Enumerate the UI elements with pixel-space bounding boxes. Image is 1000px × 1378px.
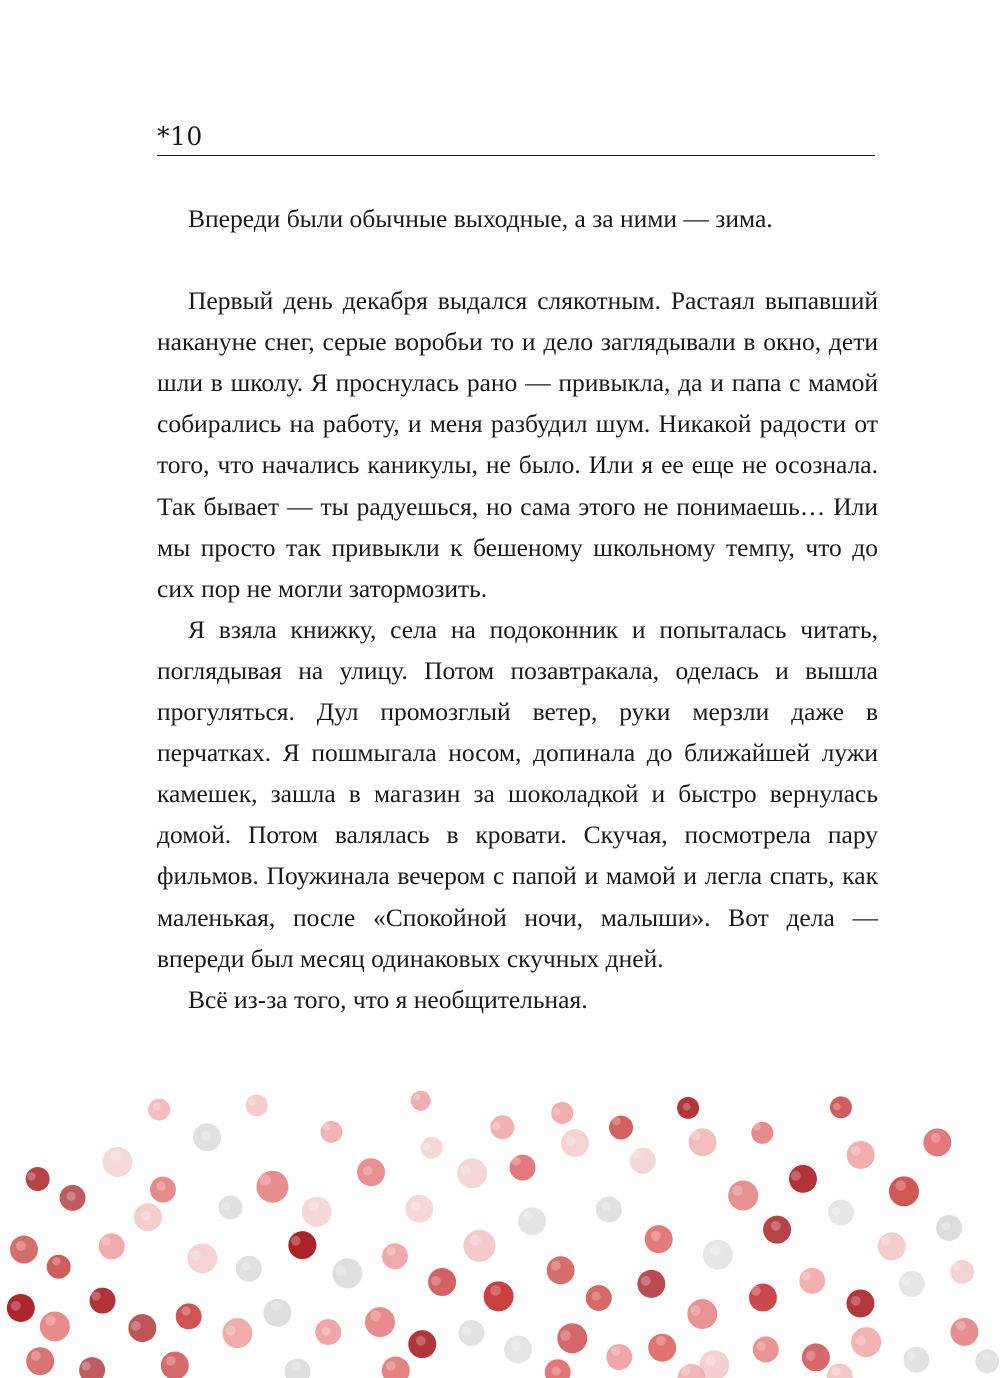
confetti-highlight: [92, 1292, 101, 1301]
confetti-highlight: [201, 1131, 211, 1141]
confetti-highlight: [982, 1352, 990, 1360]
confetti-highlight: [131, 1321, 141, 1331]
confetti-dot: [903, 1347, 929, 1373]
confetti-highlight: [895, 1180, 906, 1191]
confetti-dot: [40, 1311, 70, 1341]
confetti-highlight: [470, 1235, 481, 1246]
confetti-highlight: [11, 1301, 21, 1311]
confetti-dot: [382, 1357, 410, 1378]
confetti-highlight: [16, 1241, 26, 1251]
confetti-dot: [547, 1256, 575, 1284]
confetti-highlight: [791, 1171, 801, 1181]
confetti-highlight: [771, 1221, 781, 1231]
confetti-highlight: [551, 1261, 561, 1271]
header-rule: [157, 155, 875, 156]
confetti-dot: [846, 1289, 874, 1317]
confetti-highlight: [182, 1307, 191, 1316]
confetti-dot: [847, 1141, 875, 1169]
confetti-highlight: [52, 1257, 60, 1265]
confetti-highlight: [683, 1103, 691, 1111]
confetti-dot: [411, 1091, 431, 1111]
confetti-highlight: [931, 1133, 941, 1143]
confetti-highlight: [566, 1136, 576, 1146]
confetti-highlight: [612, 1117, 620, 1125]
confetti-dot: [302, 1197, 332, 1227]
confetti-highlight: [592, 1292, 601, 1301]
confetti-highlight: [291, 1236, 301, 1246]
confetti-highlight: [902, 1277, 911, 1286]
confetti-highlight: [414, 1094, 421, 1101]
confetti-highlight: [602, 1202, 611, 1211]
confetti-dot: [26, 1347, 54, 1375]
confetti-highlight: [248, 1098, 256, 1106]
confetti-highlight: [907, 1352, 916, 1361]
confetti-dot: [99, 1233, 125, 1259]
confetti-highlight: [732, 1185, 743, 1196]
confetti-highlight: [651, 1231, 661, 1241]
confetti-highlight: [691, 1131, 701, 1141]
confetti-highlight: [386, 1361, 396, 1371]
confetti-highlight: [851, 1146, 861, 1156]
confetti-dot: [609, 1116, 633, 1140]
confetti-highlight: [757, 1342, 766, 1351]
confetti-highlight: [82, 1362, 91, 1371]
confetti-dot: [7, 1294, 35, 1322]
confetti-highlight: [27, 1172, 35, 1180]
confetti-highlight: [102, 1237, 111, 1246]
confetti-highlight: [423, 1143, 431, 1151]
confetti-dot: [484, 1281, 514, 1311]
confetti-highlight: [612, 1347, 621, 1356]
confetti-dot: [161, 1352, 189, 1378]
confetti-highlight: [416, 1336, 426, 1346]
page-number: *10: [157, 122, 203, 151]
confetti-highlight: [512, 1157, 521, 1166]
paragraph: Первый день декабря выдался слякотным. Растаял выпавший накануне снег, серые воробьи то и дело заглядывали в окно, дети шли в школу. Я проснулась рано — привыкла, да и папа с мамой собирались на работу, и меня разбудил шум. Никакой радости от того, что начались каникулы, не было. Или я ее еще не осознала. Так бывает — ты радуешься, но сама этого не понимаешь… Или мы просто так привыкли к бешеному школьному темпу, что до сих пор не могли затормозить.: [157, 286, 878, 603]
confetti-highlight: [952, 1262, 960, 1270]
confetti-highlight: [832, 1367, 841, 1376]
body-text: [157, 198, 878, 1020]
confetti-highlight: [632, 1150, 641, 1159]
confetti-highlight: [462, 1327, 471, 1336]
paragraph: Я взяла книжку, села на подоконник и попыталась читать, поглядывая на улицу. Потом позавтракала, оделась и вышла прогуляться. Дул промозглый ветер, руки мерзли даже в перчатках. Я пошмыгала носом, допинала до ближайшей лужи камешек, зашла в магазин за шоколадкой и быстро вернулась домой. Потом валялась в кровати. Скучая, посмотрела пару фильмов. Поужинала вечером с папой и мамой и легла спать, как маленькая, после «Спокойной ночи, малыши». Вот дела — впереди был месяц одинаковых скучных дней.: [157, 614, 878, 973]
confetti-highlight: [157, 1182, 166, 1191]
confetti-highlight: [166, 1356, 176, 1366]
confetti-highlight: [753, 1123, 761, 1131]
confetti-highlight: [45, 1315, 56, 1326]
confetti-dot: [728, 1180, 758, 1210]
confetti-highlight: [855, 1335, 866, 1346]
confetti-highlight: [31, 1351, 41, 1361]
paragraph: Всё из-за того, что я необщительная.: [188, 984, 588, 1014]
confetti-dot: [753, 1336, 779, 1362]
confetti-dot: [246, 1094, 268, 1116]
confetti-dot: [950, 1318, 978, 1346]
confetti-highlight: [242, 1262, 251, 1271]
confetti-highlight: [710, 1245, 721, 1256]
confetti-highlight: [806, 1351, 816, 1361]
paragraph-gap: [157, 239, 878, 280]
confetti-dot: [365, 1307, 395, 1337]
confetti-highlight: [560, 1330, 571, 1341]
confetti-highlight: [222, 1202, 230, 1210]
confetti-highlight: [153, 1103, 161, 1111]
confetti-dot: [256, 1171, 288, 1203]
confetti-highlight: [322, 1327, 331, 1336]
confetti-highlight: [511, 1341, 521, 1351]
confetti-decoration: [0, 1070, 1000, 1378]
confetti-dot: [518, 1207, 546, 1235]
confetti-dot: [889, 1176, 919, 1206]
confetti-dot: [288, 1231, 316, 1259]
confetti-dot: [799, 1268, 825, 1294]
confetti-highlight: [431, 1276, 441, 1286]
confetti-dot: [320, 1121, 342, 1143]
confetti-highlight: [271, 1301, 281, 1311]
page-header: [157, 118, 875, 158]
confetti-dot: [90, 1288, 116, 1314]
confetti-highlight: [292, 1362, 301, 1371]
confetti-highlight: [832, 1207, 841, 1216]
confetti-highlight: [802, 1272, 811, 1281]
confetti-dot: [802, 1343, 830, 1371]
confetti-highlight: [323, 1123, 331, 1131]
confetti-highlight: [656, 1336, 666, 1346]
confetti-highlight: [523, 1211, 533, 1221]
confetti-highlight: [335, 1265, 346, 1276]
confetti-highlight: [681, 1366, 691, 1376]
confetti-dot: [878, 1232, 906, 1260]
confetti-highlight: [690, 1305, 701, 1316]
confetti-highlight: [225, 1325, 236, 1336]
confetti-highlight: [110, 1150, 121, 1161]
confetti-highlight: [553, 1108, 561, 1116]
confetti-highlight: [67, 1192, 76, 1201]
paragraph: Впереди были обычные выходные, а за ними — зима.: [188, 204, 773, 233]
confetti-highlight: [956, 1321, 966, 1331]
confetti-highlight: [387, 1247, 396, 1256]
confetti-highlight: [411, 1201, 421, 1211]
confetti-highlight: [490, 1285, 501, 1296]
confetti-dot: [382, 1243, 408, 1269]
confetti-highlight: [492, 1122, 500, 1130]
confetti-dot: [176, 1303, 202, 1329]
confetti-highlight: [141, 1211, 151, 1221]
confetti-highlight: [851, 1296, 861, 1306]
confetti-dot: [637, 1270, 665, 1298]
confetti-highlight: [641, 1276, 651, 1286]
confetti-highlight: [881, 1236, 891, 1246]
confetti-highlight: [705, 1355, 716, 1366]
confetti-highlight: [552, 1367, 561, 1376]
confetti-highlight: [370, 1310, 381, 1321]
confetti-highlight: [942, 1222, 951, 1231]
confetti-highlight: [190, 1250, 201, 1261]
confetti-highlight: [260, 1175, 271, 1186]
confetti-highlight: [363, 1166, 373, 1176]
confetti-highlight: [833, 1103, 841, 1111]
confetti-dot: [463, 1230, 495, 1262]
confetti-highlight: [460, 1165, 471, 1176]
confetti-highlight: [308, 1200, 319, 1211]
confetti-highlight: [751, 1286, 761, 1296]
